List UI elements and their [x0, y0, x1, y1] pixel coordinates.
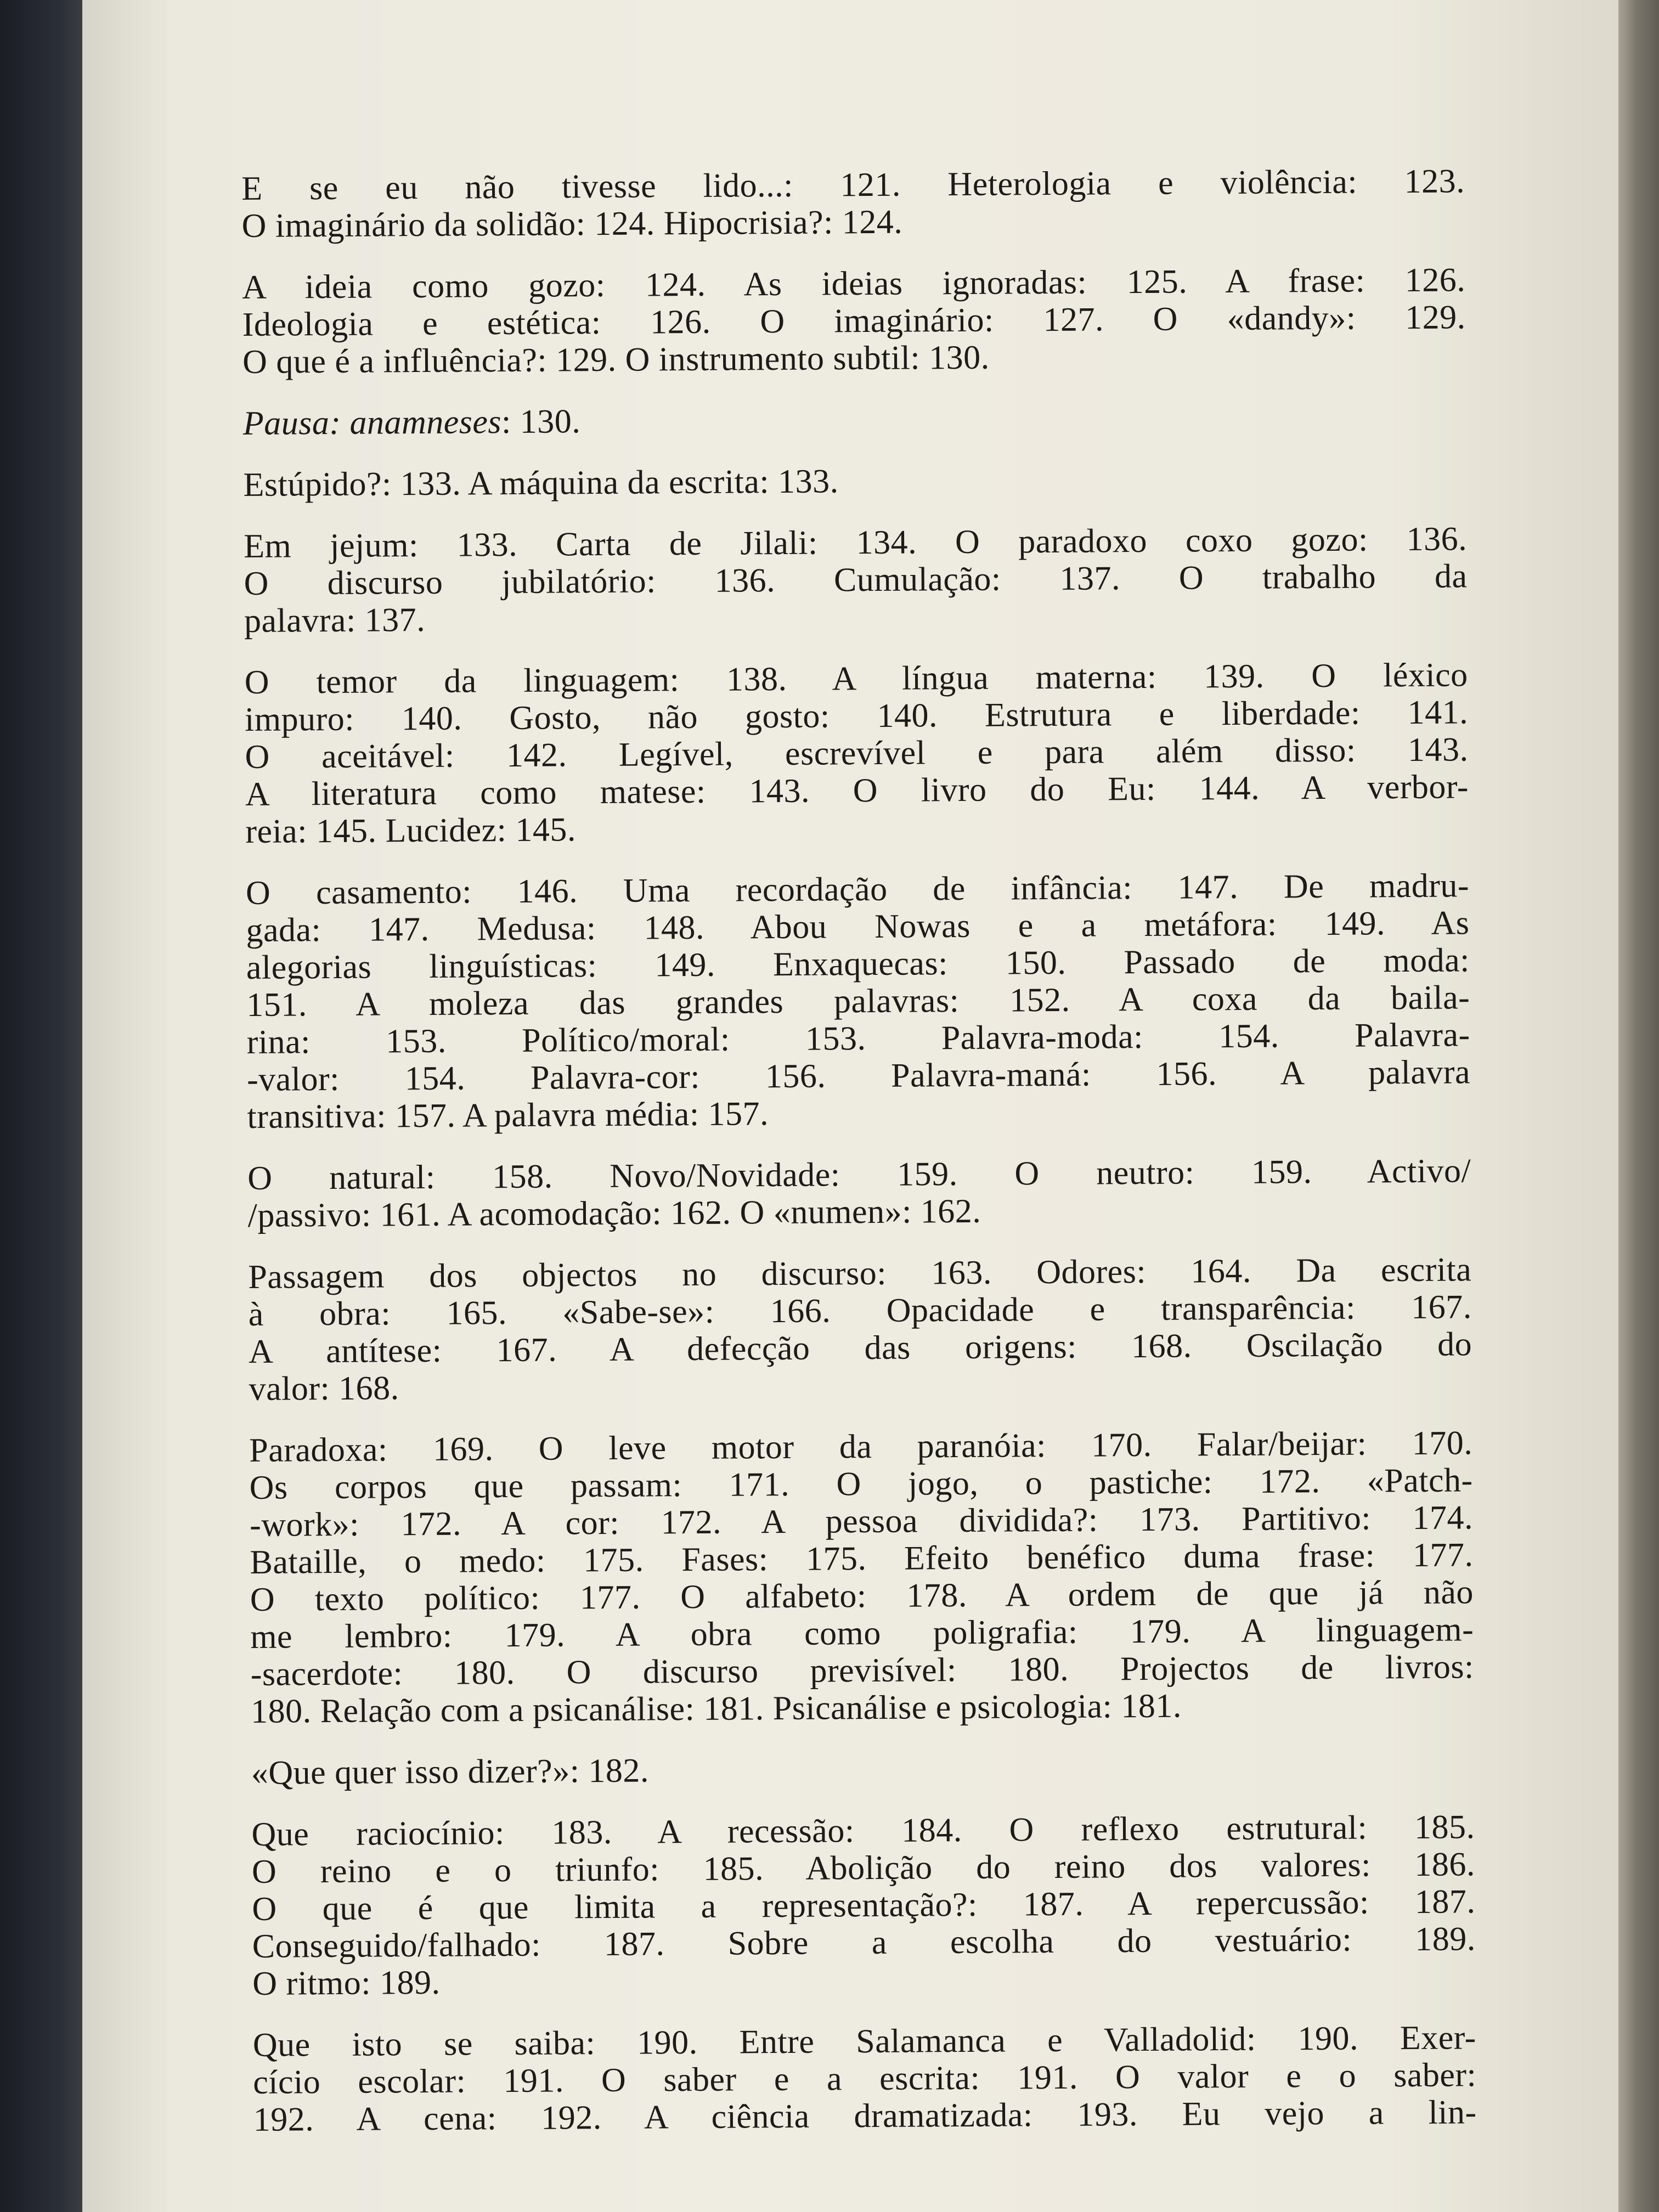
toc-line: reia: 145. Lucidez: 145. [245, 811, 577, 850]
toc-line: alegorias linguísticas: 149. Enxaquecas: 150. Passado de moda: [246, 941, 1470, 986]
toc-line: 151. A moleza das grandes palavras: 152. A coxa da baila- [246, 979, 1470, 1024]
toc-page-ref: : 130. [501, 403, 581, 441]
toc-paragraph [244, 520, 1468, 640]
toc-paragraph [253, 2019, 1477, 2138]
toc-line: O temor da linguagem: 138. A língua materna: 139. O léxico [244, 656, 1468, 701]
toc-line: Os corpos que passam: 171. O jogo, o pastiche: 172. «Patch- [249, 1462, 1473, 1506]
toc-line: -work»: 172. A cor: 172. A pessoa dividida?: 173. Partitivo: 174. [249, 1499, 1474, 1544]
toc-line: A ideia como gozo: 124. As ideias ignoradas: 125. A frase: 126. [242, 261, 1466, 306]
toc-line: O casamento: 146. Uma recordação de infância: 147. De madru- [245, 867, 1470, 912]
toc-line: O texto político: 177. O alfabeto: 178. A ordem de que já não [250, 1573, 1474, 1618]
toc-paragraph [242, 261, 1466, 381]
toc-paragraph [244, 656, 1469, 850]
toc-italic-heading: Pausa: anamneses [242, 403, 502, 442]
toc-line: Passagem dos objectos no discurso: 163. Odores: 164. Da escrita [248, 1251, 1472, 1296]
toc-line: Em jejum: 133. Carta de Jilali: 134. O paradoxo coxo gozo: 136. [243, 520, 1468, 565]
table-of-contents-text [241, 162, 1477, 2163]
toc-line: 192. A cena: 192. A ciência dramatizada: 193. Eu vejo a lin- [253, 2094, 1477, 2138]
toc-line: palavra: 137. [244, 601, 426, 640]
toc-paragraph [251, 1808, 1476, 2002]
toc-line: cício escolar: 191. O saber e a escrita: 191. O valor e o saber: [253, 2056, 1477, 2101]
toc-line: à obra: 165. «Sabe-se»: 166. Opacidade e transparência: 167. [248, 1288, 1472, 1333]
toc-paragraph [243, 459, 1466, 504]
toc-line: O reino e o triunfo: 185. Abolição do reino dos valores: 186. [251, 1846, 1476, 1891]
toc-paragraph [241, 162, 1465, 245]
toc-line: 180. Relação com a psicanálise: 181. Psicanálise e psicologia: 181. [250, 1687, 1182, 1730]
toc-paragraph [246, 867, 1471, 1136]
toc-line [243, 397, 1466, 442]
toc-line: A literatura como matese: 143. O livro do Eu: 144. A verbor- [245, 768, 1469, 813]
toc-line: Que isto se saiba: 190. Entre Salamanca e Valladolid: 190. Exer- [252, 2019, 1477, 2064]
toc-line: Estúpido?: 133. A máquina da escrita: 133. [243, 462, 839, 504]
toc-paragraph [247, 1152, 1471, 1234]
toc-line: impuro: 140. Gosto, não gosto: 140. Estrutura e liberdade: 141. [244, 693, 1469, 738]
toc-paragraph [248, 1251, 1472, 1408]
toc-line: Conseguido/falhado: 187. Sobre a escolha do vestuário: 189. [252, 1920, 1476, 1965]
toc-line: -sacerdote: 180. O discurso previsível: 180. Projectos de livros: [250, 1648, 1474, 1693]
toc-line: Paradoxa: 169. O leve motor da paranóia: 170. Falar/beijar: 170. [249, 1424, 1473, 1469]
background-dark-surface [0, 0, 82, 2212]
toc-line: Bataille, o medo: 175. Fases: 175. Efeito benéfico duma frase: 177. [250, 1536, 1474, 1581]
toc-line: rina: 153. Político/moral: 153. Palavra-moda: 154. Palavra- [246, 1016, 1470, 1061]
toc-line: gada: 147. Medusa: 148. Abou Nowas e a metáfora: 149. As [246, 904, 1470, 949]
toc-line: «Que quer isso dizer?»: 182. [251, 1752, 650, 1792]
toc-line: Ideologia e estética: 126. O imaginário: 127. O «dandy»: 129. [242, 298, 1466, 343]
toc-line: Que raciocínio: 183. A recessão: 184. O reflexo estrutural: 185. [251, 1808, 1475, 1853]
toc-line: O que é a influência?: 129. O instrumento subtil: 130. [242, 338, 990, 381]
toc-line: E se eu não tivesse lido...: 121. Heterologia e violência: 123. [241, 162, 1465, 207]
toc-line: O natural: 158. Novo/Novidade: 159. O neutro: 159. Activo/ [247, 1152, 1471, 1197]
toc-line: O discurso jubilatório: 136. Cumulação: 137. O trabalho da [244, 557, 1468, 602]
toc-line: O aceitável: 142. Legível, escrevível e para além disso: 143. [245, 731, 1469, 776]
book-gutter [1618, 0, 1659, 2212]
toc-paragraph [251, 1747, 1475, 1792]
toc-line: transitiva: 157. A palavra média: 157. [247, 1095, 769, 1136]
toc-line: valor: 168. [249, 1369, 399, 1408]
toc-line: O ritmo: 189. [252, 1963, 441, 2002]
toc-paragraph [249, 1424, 1474, 1730]
toc-line: -valor: 154. Palavra-cor: 156. Palavra-maná: 156. A palavra [246, 1053, 1471, 1098]
toc-line: /passivo: 161. A acomodação: 162. O «numen»: 162. [247, 1192, 981, 1234]
toc-line: O imaginário da solidão: 124. Hipocrisia?: 124. [241, 203, 903, 245]
toc-paragraph [243, 397, 1466, 442]
toc-line: O que é que limita a representação?: 187. A repercussão: 187. [252, 1883, 1476, 1928]
toc-line: me lembro: 179. A obra como poligrafia: 179. A linguagem- [250, 1611, 1474, 1656]
toc-line: A antítese: 167. A defecção das origens: 168. Oscilação do [248, 1325, 1472, 1370]
